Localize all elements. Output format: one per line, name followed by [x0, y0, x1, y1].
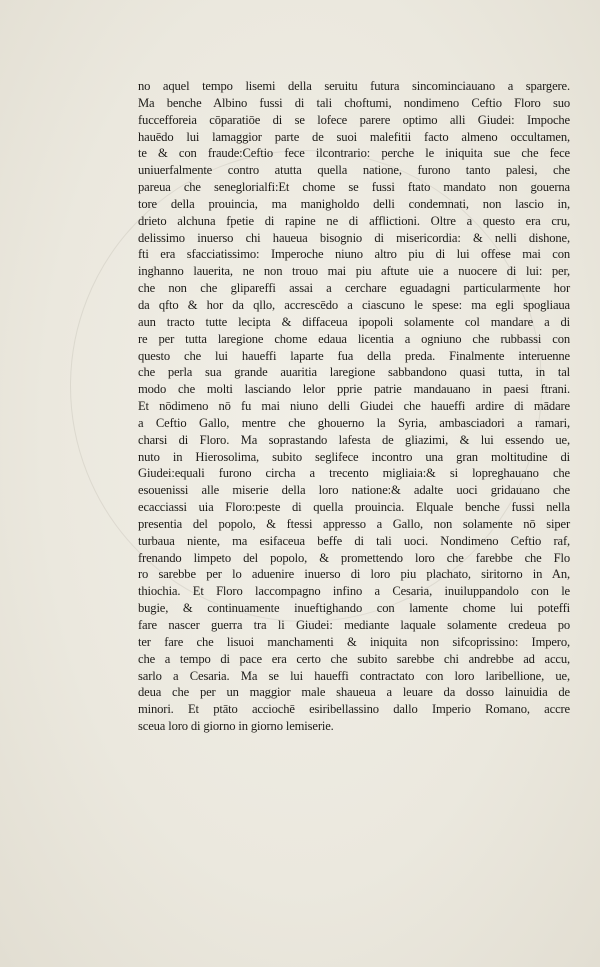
- text-line: nuto in Hierosolima, subito seglifece incontro una gran moltitudine di: [138, 449, 570, 464]
- text-line: drieto alchuna fpetie di rapine ne di afflictioni. Oltre a questo era cru,: [138, 213, 570, 228]
- text-line: turbaua niente, ma esifaceua beffe di tali uoci. Nondimeno Ceftio raf,: [138, 533, 570, 548]
- text-line: modo che molti lasciando lelor pprie patrie mandauano in paesi ftrani.: [138, 382, 570, 397]
- text-line: Ma benche Albino fussi di tali choftumi, nondimeno Ceftio Floro suo: [138, 95, 570, 110]
- text-line: esouenissi alle miserie della loro natione:& adalte uoci gridauano che: [138, 483, 570, 498]
- text-line: minori. Et ptāto acciochē esiribellassino dallo Imperio Romano, accre: [138, 702, 570, 717]
- text-line: hauēdo lui lamaggior parte de suoi malefitii facto almeno occultamen,: [138, 129, 570, 144]
- text-line: ter fare che lisuoi manchamenti & iniquita non sifcoprissino: Impero,: [138, 634, 570, 649]
- text-line: inghanno lauerita, ne non trouo mai piu aftute uie a nuocere di lui: per,: [138, 264, 570, 279]
- text-line: bugie, & continuamente inueftighando con lamente chome lui poteffi: [138, 601, 570, 616]
- text-line: fuccefforeia cōparatiōe di se lofece parere optimo alli Giudei: Impoche: [138, 112, 570, 127]
- text-line: che a tempo di pace era certo che subito sarebbe chi andrebbe ad accu,: [138, 651, 570, 666]
- text-line: ro sarebbe per lo aduenire inuerso di loro piu plachato, siritorno in An,: [138, 567, 570, 582]
- text-line: re per tutta laregione chome edaua licentia a ogniuno che rubbassi con: [138, 331, 570, 346]
- text-line: sarlo a Cesaria. Ma se lui haueffi contractato con loro laribellione, ue,: [138, 668, 570, 683]
- text-line: Et nōdimeno nō fu mai niuno delli Giudei che haueffi ardire di mādare: [138, 399, 570, 414]
- text-line: frenando limpeto del popolo, & promettendo loro che farebbe che Flo: [138, 550, 570, 565]
- text-line: sceua loro di giorno in giorno lemiserie.: [138, 719, 334, 734]
- text-line: charsi di Floro. Ma soprastando lafesta de gliazimi, & lui essendo ue,: [138, 432, 570, 447]
- text-line: presentia del popolo, & ftessi appresso a Gallo, non solamente nō siper: [138, 516, 570, 531]
- text-line: no aquel tempo lisemi della seruitu futura sincominciauano a spargere.: [138, 79, 570, 93]
- text-line: deua che per un maggior male shaueua a leuare da dosso lainuidia de: [138, 685, 570, 700]
- text-line: Giudei:equali furono circha a trecento migliaia:& si lopreghauano che: [138, 466, 570, 481]
- text-line: che non che glipareffi assai a cerchare eguadagni particularmente hor: [138, 281, 570, 296]
- text-line: fti era sfacciatissimo: Imperoche niuno altro piu di lui offese mai con: [138, 247, 570, 262]
- text-line: thiochia. Et Floro laccompagno infino a Cesaria, inuiluppandolo con le: [138, 584, 570, 599]
- text-line: pareua che seneglorialfi:Et chome se fussi ftato mandato non gouerna: [138, 180, 570, 195]
- text-line: delissimo inuerso chi haueua bisognio di misericordia: & nelli dishone,: [138, 230, 570, 245]
- text-line: te & con fraude:Ceftio fece ilcontrario: perche le iniquita sue che fece: [138, 146, 570, 161]
- text-line: che perla sua grande auaritia laregione sabbandono quasi tutta, in tal: [138, 365, 570, 380]
- text-line: ecacciassi uia Floro:peste di quella prouincia. Elquale benche fussi nella: [138, 500, 570, 515]
- text-line: uniuerfalmente contro atutta quella natione, furono tanto palesi, che: [138, 163, 570, 178]
- text-line: fare nascer guerra tra li Giudei: mediante laquale solamente credeua po: [138, 618, 570, 632]
- text-line: a Ceftio Gallo, mentre che ghouerno la Syria, ambasciadori a ramari,: [138, 415, 570, 430]
- text-line: questo che lui haueffi laparte fua della preda. Finalmente interuenne: [138, 348, 570, 363]
- text-block: [138, 78, 570, 735]
- text-line: tore della prouincia, ma manigholdo delli condemnati, non lascio in,: [138, 196, 570, 211]
- text-line: da qfto & hor da qllo, accrescēdo a ciascuno le spese: ma egli spogliaua: [138, 297, 570, 312]
- text-line: aun tracto tutte lecipta & diffaceua ipopoli solamente col mandare a di: [138, 314, 570, 329]
